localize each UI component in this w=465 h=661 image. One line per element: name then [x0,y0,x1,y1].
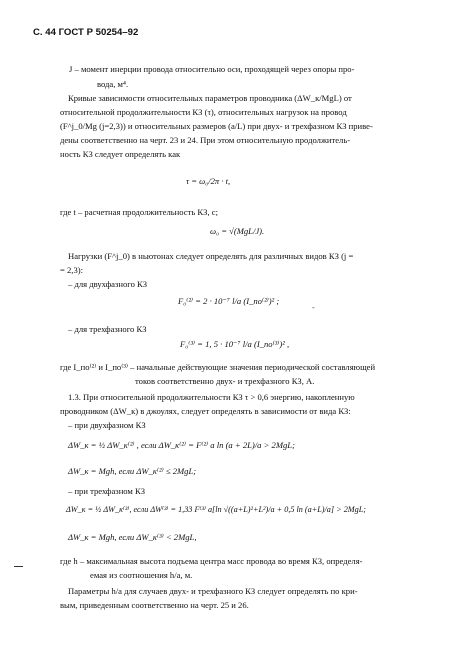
formula-f2: F₀⁽²⁾ = 2 · 10⁻⁷ l/a (I_по⁽²⁾)² ; [178,296,280,306]
paragraph-line: Кривые зависимости относительных параметров проводника (ΔW_к/MgL) от [68,93,352,103]
paragraph-line: вым, приведенным соответственно на черт. 25 и 26. [60,600,249,610]
paragraph-line: = 2,3): [60,265,83,275]
paragraph-line: токов соответственно двух- и трехфазного КЗ, А. [135,376,315,386]
formula-dw3-b: ΔW_к = Mgh, если ΔW_к⁽³⁾ < 2MgL, [68,532,197,542]
paragraph-line: относительной продолжительности КЗ (τ), относительных нагрузок на провод [60,107,347,117]
list-item-three-phase: – для трехфазного КЗ [68,324,147,334]
section-1-3-line-2: проводником (ΔW_к) в джоулях, следует определять в зависимости от вида КЗ: [60,406,351,416]
stray-mark: - [312,303,315,312]
formula-dw2-a: ΔW_к = ½ ΔW_к⁽²⁾ , если ΔW_к⁽²⁾ = F⁽²⁾ a ln (a + 2L)/a > 2MgL; [68,440,295,450]
paragraph-line: где I_по⁽²⁾ и I_по⁽³⁾ – начальные действующие значения периодической составляющей [60,362,376,372]
page-header: С. 44 ГОСТ Р 50254–92 [33,27,139,38]
t-definition: где t – расчетная продолжительность КЗ, с; [60,207,218,217]
section-1-3-line-1: 1.3. При относительной продолжительности КЗ τ > 0,6 энергию, накопленную [68,392,355,402]
paragraph-line: (F^j_0/Mg (j=2,3)) и относительных размеров (a/L) при двух- и трехфазном КЗ приве- [60,121,373,131]
h-definition-line-2: емая из соотношения h/a, м. [90,570,193,580]
list-item-three-phase: – при трехфазном КЗ [68,486,146,496]
formula-tau: τ = ω₀/2π · t, [186,176,231,186]
formula-f3: F₀⁽³⁾ = 1, 5 · 10⁻⁷ l/a (I_по⁽³⁾)² , [180,339,290,349]
paragraph-line: дены соответственно на черт. 23 и 24. При этом относительную продолжитель- [60,135,351,145]
j-definition-line-2: вода, м⁴. [97,79,129,89]
paragraph-line: Нагрузки (F^j_0) в ньютонах следует определять для различных видов КЗ (j = [68,251,354,261]
list-item-two-phase: – при двухфазном КЗ [68,420,146,430]
paragraph-line: Параметры h/a для случаев двух- и трехфазного КЗ следует определять по кри- [68,586,358,596]
j-definition-line-1: J – момент инерции провода относительно оси, проходящей через опоры про- [69,64,355,74]
margin-dash [14,566,23,567]
formula-dw3-a: ΔW_к = ½ ΔW_к⁽³⁾, если ΔW⁽³⁾ = 1,33 F⁽³⁾ a[ln √((a+L)²+L²)/a + 0,5 ln (a+L)/a] > 2MgL; [66,505,366,514]
h-definition-line-1: где h – максимальная высота подъема центра масс провода во время КЗ, определя- [60,556,363,566]
list-item-two-phase: – для двухфазного КЗ [68,279,148,289]
formula-omega: ω₀ = √(MgL/J). [210,226,265,236]
paragraph-line: ность КЗ следует определять как [60,149,181,159]
formula-dw2-b: ΔW_к = Mgh, если ΔW_к⁽²⁾ ≤ 2MgL; [68,466,197,476]
